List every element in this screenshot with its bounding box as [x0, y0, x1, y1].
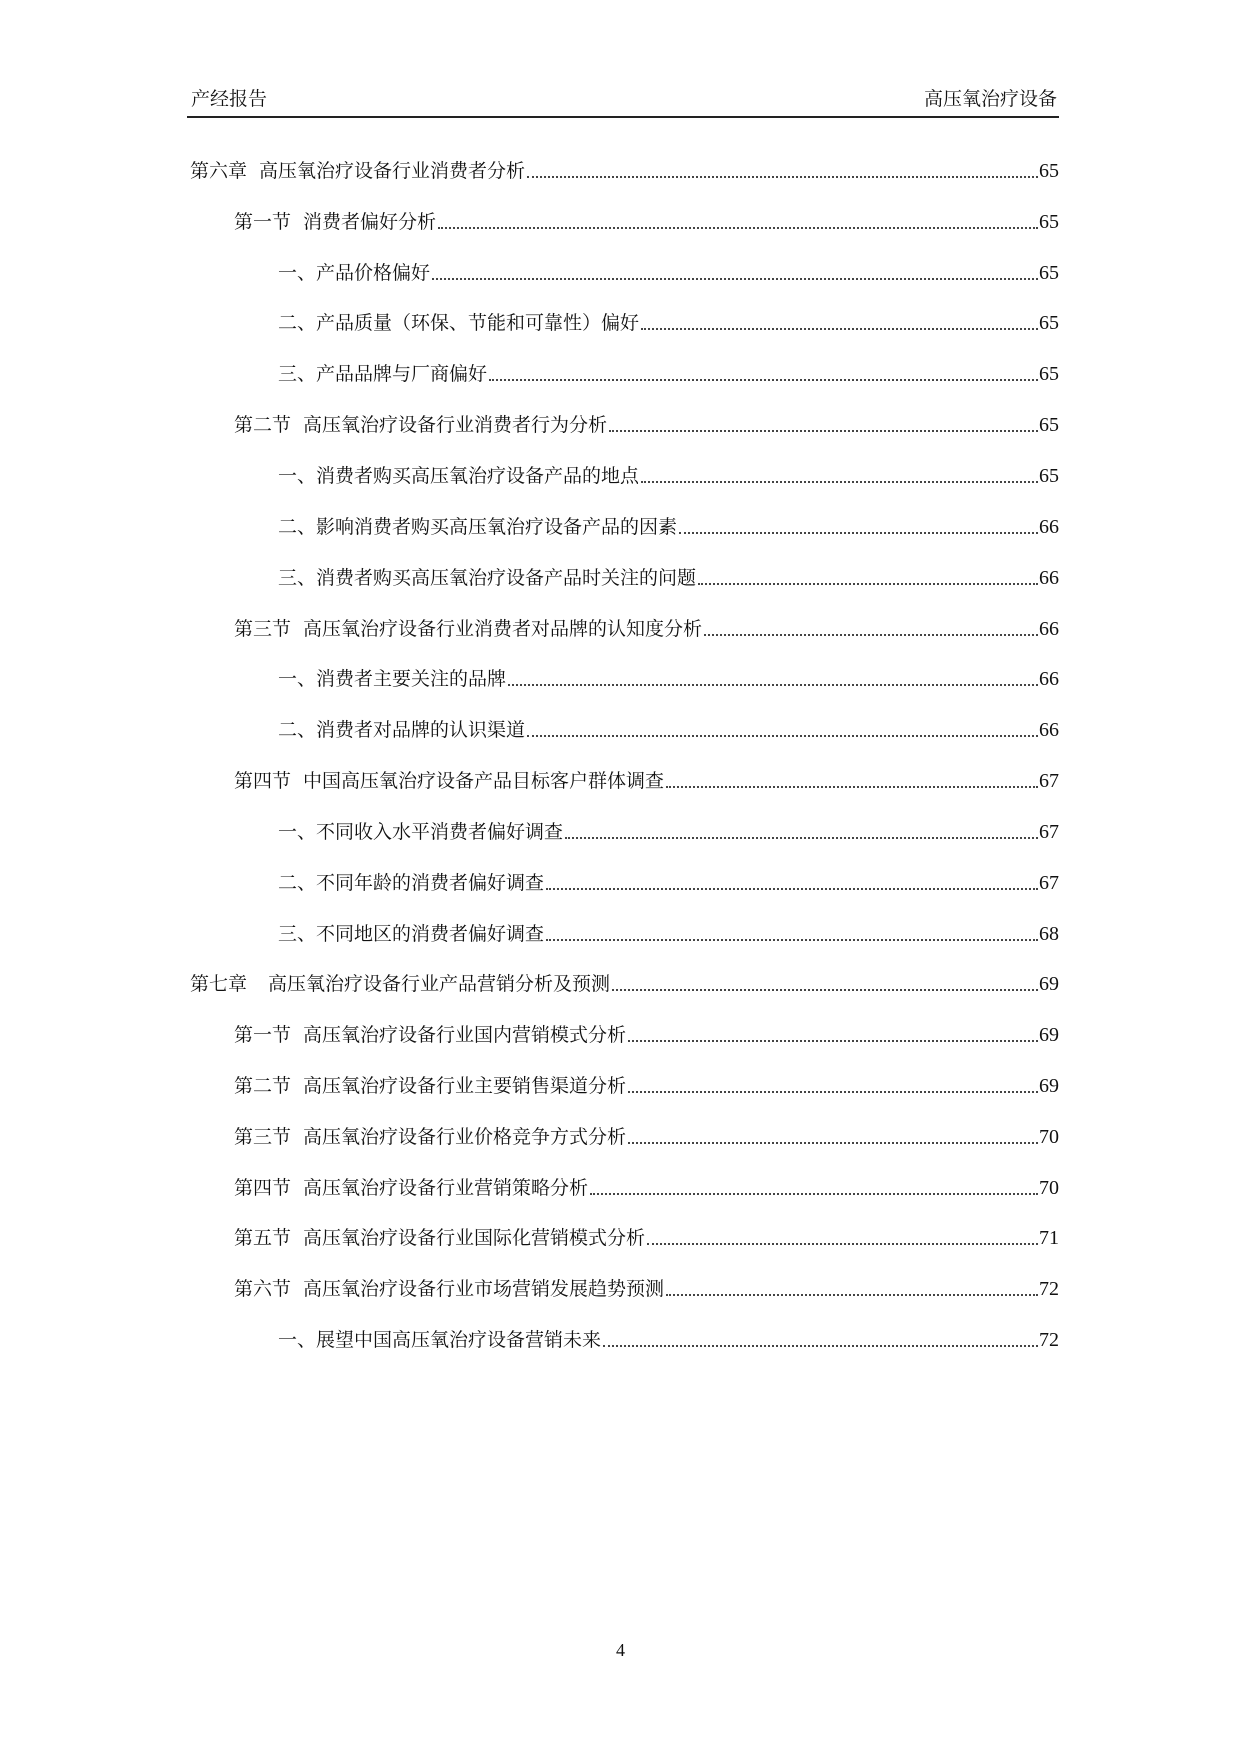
toc-dot-leader — [628, 1142, 1038, 1144]
toc-dot-leader — [546, 939, 1038, 941]
toc-entry-page: 66 — [1039, 516, 1059, 538]
toc-entry-page: 65 — [1039, 465, 1059, 487]
toc-entry-page: 65 — [1039, 262, 1059, 284]
toc-dot-leader — [489, 379, 1038, 381]
toc-entry-number: 第二节 — [234, 1075, 292, 1097]
toc-entry-title: 二、影响消费者购买高压氧治疗设备产品的因素 — [278, 516, 678, 538]
toc-dot-leader — [628, 1091, 1038, 1093]
toc-entry-title: 高压氧治疗设备行业消费者对品牌的认知度分析 — [303, 618, 703, 640]
toc-entry-title: 高压氧治疗设备行业价格竞争方式分析 — [303, 1126, 627, 1148]
toc-entry-page: 65 — [1039, 414, 1059, 436]
toc-dot-leader — [698, 583, 1038, 585]
toc-entry-page: 66 — [1039, 668, 1059, 690]
toc-dot-leader — [609, 430, 1038, 432]
toc-section-7-2[interactable] — [234, 1068, 1059, 1098]
toc-subsection[interactable] — [278, 814, 1059, 844]
toc-dot-leader — [679, 532, 1038, 534]
toc-dot-leader — [590, 1193, 1038, 1195]
toc-entry-title: 一、消费者购买高压氧治疗设备产品的地点 — [278, 465, 640, 487]
toc-entry-page: 69 — [1039, 1075, 1059, 1097]
toc-dot-leader — [527, 176, 1038, 178]
toc-dot-leader — [565, 837, 1038, 839]
toc-entry-title: 高压氧治疗设备行业市场营销发展趋势预测 — [303, 1278, 665, 1300]
toc-entry-page: 67 — [1039, 872, 1059, 894]
toc-dot-leader — [641, 328, 1038, 330]
toc-dot-leader — [628, 1040, 1038, 1042]
toc-entry-page: 70 — [1039, 1177, 1059, 1199]
toc-entry-title: 高压氧治疗设备行业营销策略分析 — [303, 1177, 589, 1199]
toc-entry-number: 第一节 — [234, 1024, 292, 1046]
toc-entry-title: 三、产品品牌与厂商偏好 — [278, 363, 488, 385]
toc-dot-leader — [438, 227, 1038, 229]
toc-subsection[interactable] — [278, 305, 1059, 335]
toc-dot-leader — [666, 1294, 1038, 1296]
toc-entry-title: 三、不同地区的消费者偏好调查 — [278, 923, 545, 945]
toc-entry-title: 一、展望中国高压氧治疗设备营销未来 — [278, 1329, 602, 1351]
toc-section-6-1[interactable] — [234, 204, 1059, 234]
toc-chapter-6[interactable] — [190, 153, 1059, 183]
toc-entry-number: 第四节 — [234, 770, 292, 792]
toc-entry-page: 70 — [1039, 1126, 1059, 1148]
toc-subsection[interactable] — [278, 1322, 1059, 1352]
toc-entry-page: 66 — [1039, 567, 1059, 589]
toc-subsection[interactable] — [278, 560, 1059, 590]
toc-entry-page: 66 — [1039, 719, 1059, 741]
toc-section-6-4[interactable] — [234, 763, 1059, 793]
toc-dot-leader — [527, 735, 1038, 737]
toc-section-7-5[interactable] — [234, 1220, 1059, 1250]
toc-dot-leader — [546, 888, 1038, 890]
toc-entry-title: 高压氧治疗设备行业产品营销分析及预测 — [268, 973, 611, 995]
toc-entry-title: 一、消费者主要关注的品牌 — [278, 668, 507, 690]
toc-subsection[interactable] — [278, 865, 1059, 895]
toc-dot-leader — [666, 786, 1038, 788]
toc-entry-page: 72 — [1039, 1329, 1059, 1351]
header-document-title: 高压氧治疗设备 — [923, 88, 1057, 110]
toc-entry-page: 65 — [1039, 363, 1059, 385]
toc-entry-title: 消费者偏好分析 — [303, 211, 437, 233]
toc-entry-page: 69 — [1039, 1024, 1059, 1046]
toc-chapter-7[interactable] — [190, 966, 1059, 996]
header-report-label: 产经报告 — [191, 88, 268, 110]
toc-entry-title: 一、不同收入水平消费者偏好调查 — [278, 821, 564, 843]
toc-entry-title: 高压氧治疗设备行业消费者行为分析 — [303, 414, 608, 436]
toc-dot-leader — [603, 1345, 1038, 1347]
toc-section-7-6[interactable] — [234, 1271, 1059, 1301]
toc-dot-leader — [641, 481, 1038, 483]
toc-entry-page: 66 — [1039, 618, 1059, 640]
toc-entry-title: 高压氧治疗设备行业主要销售渠道分析 — [303, 1075, 627, 1097]
toc-entry-page: 67 — [1039, 770, 1059, 792]
toc-entry-number: 第七章 — [190, 973, 248, 995]
toc-entry-page: 67 — [1039, 821, 1059, 843]
toc-entry-number: 第三节 — [234, 618, 292, 640]
toc-entry-title: 一、产品价格偏好 — [278, 262, 431, 284]
toc-entry-title: 高压氧治疗设备行业消费者分析 — [259, 160, 526, 182]
toc-subsection[interactable] — [278, 712, 1059, 742]
toc-entry-title: 高压氧治疗设备行业国际化营销模式分析 — [303, 1227, 646, 1249]
toc-section-7-1[interactable] — [234, 1017, 1059, 1047]
toc-dot-leader — [432, 278, 1038, 280]
toc-dot-leader — [508, 684, 1038, 686]
toc-entry-title: 二、产品质量（环保、节能和可靠性）偏好 — [278, 312, 640, 334]
toc-dot-leader — [647, 1243, 1038, 1245]
toc-entry-number: 第三节 — [234, 1126, 292, 1148]
toc-entry-number: 第一节 — [234, 211, 292, 233]
toc-subsection[interactable] — [278, 916, 1059, 946]
toc-entry-number: 第六章 — [190, 160, 248, 182]
toc-section-6-3[interactable] — [234, 611, 1059, 641]
toc-dot-leader — [612, 989, 1038, 991]
toc-section-6-2[interactable] — [234, 407, 1059, 437]
toc-entry-number: 第五节 — [234, 1227, 292, 1249]
toc-subsection[interactable] — [278, 509, 1059, 539]
toc-section-7-3[interactable] — [234, 1119, 1059, 1149]
toc-subsection[interactable] — [278, 661, 1059, 691]
toc-entry-title: 三、消费者购买高压氧治疗设备产品时关注的问题 — [278, 567, 697, 589]
page-number: 4 — [616, 1640, 625, 1660]
toc-entry-page: 72 — [1039, 1278, 1059, 1300]
toc-entry-page: 68 — [1039, 923, 1059, 945]
toc-entry-page: 65 — [1039, 312, 1059, 334]
toc-entry-title: 高压氧治疗设备行业国内营销模式分析 — [303, 1024, 627, 1046]
toc-entry-title: 二、不同年龄的消费者偏好调查 — [278, 872, 545, 894]
toc-entry-page: 69 — [1039, 973, 1059, 995]
toc-entry-number: 第六节 — [234, 1278, 292, 1300]
toc-subsection[interactable] — [278, 458, 1059, 488]
toc-subsection[interactable] — [278, 255, 1059, 285]
toc-entry-page: 71 — [1039, 1227, 1059, 1249]
toc-subsection[interactable] — [278, 356, 1059, 386]
toc-entry-number: 第四节 — [234, 1177, 292, 1199]
toc-dot-leader — [704, 634, 1038, 636]
toc-entry-page: 65 — [1039, 211, 1059, 233]
toc-entry-title: 二、消费者对品牌的认识渠道 — [278, 719, 526, 741]
toc-entry-number: 第二节 — [234, 414, 292, 436]
toc-entry-page: 65 — [1039, 160, 1059, 182]
toc-section-7-4[interactable] — [234, 1170, 1059, 1200]
toc-entry-title: 中国高压氧治疗设备产品目标客户群体调查 — [303, 770, 665, 792]
